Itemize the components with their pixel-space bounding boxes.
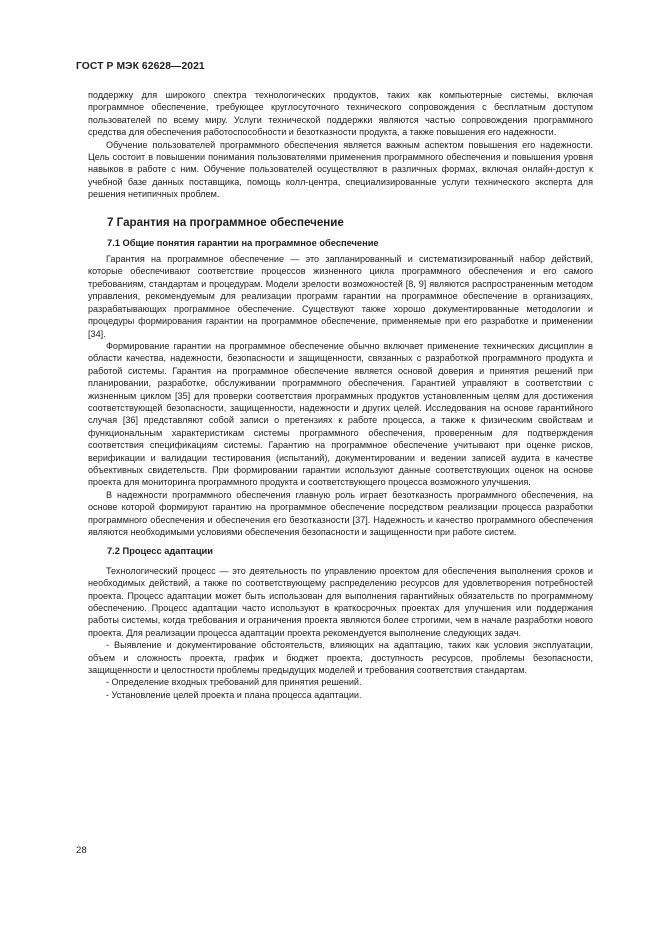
standard-header: ГОСТ Р МЭК 62628—2021 (76, 61, 205, 72)
section-heading: 7 Гарантия на программное обеспечение (107, 215, 344, 229)
subsection-heading: 7.1 Общие понятия гарантии на программное обеспечение (107, 237, 379, 248)
task-list (88, 639, 593, 701)
list-item: - Выявление и документирование обстоятельств, влияющих на адаптацию, таких как условия эксплуатации, объем и сложность проекта, график и бюджет проекта, доступность ресурсов, проблемы безопасности, защищенности и целостности проблемы предыдущих моделей и требования соответствия стандартам. (88, 640, 593, 676)
paragraph: В надежности программного обеспечения главную роль играет безотказность программного обеспечения, на основе которой формируют гарантию на программное обеспечение посредством реализации процесса разработки программного обеспечения и обеспечения его безотказности [37]. Надежность и качество программного обеспечения являются необходимыми условиями обеспечения безопасности и защищенности при работе систем. (88, 489, 593, 537)
subsection-heading: 7.2 Процесс адаптации (107, 546, 213, 557)
paragraph: Гарантия на программное обеспечение — это запланированный и систематизированный набор действий, которые обеспечивают соответствие процессов жизненного цикла программного обеспечения и его самого требованиям, стандартам и процедурам. Модели зрелости возможностей [8, 9] являются распространенным методом управления, рекомендуемым для реализации программ гарантии на программное обеспечение в организациях, разрабатывающих программное обеспечение. Существуют также хорошо документированные методологии и процедуры формирования гарантии на программное обеспечение, применяемые при его разработке и применении [34]. (88, 254, 593, 339)
list-item: - Установление целей проекта и плана процесса адаптации. (106, 689, 362, 700)
paragraph: Формирование гарантии на программное обеспечение обычно включает применение технических дисциплин в области качества, надежности, безопасности и защищенности, связанных с разработкой программного продукта и работой системы. Гарантия на программное обеспечение является основой доверия и принятия решений при планировании, разработке, обслуживании программного обеспечения. Гарантией управляют в соответствии с жизненным циклом [35] для проверки соответствия программных продуктов установленным целям для достижения соответствующей безопасности, защищенности, надежности и других целей. Исследования на основе гарантийного случая [36] представляют собой записи о претензиях к работе процесса, а также к физическим свойствам и функциональным характеристикам системы программного обеспечения, проверенным для подтверждения соответствия спецификациям системы. Гарантию на программное обеспечение учитывают при оценке рисков, верификации и валидации тестирования (испытаний), документировании и ведении записей аудита в качестве объективных свидетельств. При формировании гарантии используют данные соответствующих оценок на основе проекта для мониторинга программного продукта и соответствующего процесса возможного улучшения. (88, 340, 593, 488)
page-number: 28 (76, 845, 87, 856)
paragraph: поддержку для широкого спектра технологических продуктов, таких как компьютерные системы, включая программное обеспечение, требующее круглосуточного технического сопровождения с бесплатным доступом пользователей по всему миру. Услуги технической поддержки являются частью сопровождения программного средства для обеспечения работоспособности и безотказности продукта, а также повышения его надежности. (88, 90, 593, 138)
paragraph: Обучение пользователей программного обеспечения является важным аспектом повышения его надежности. Цель состоит в повышении понимания пользователями применения программного обеспечения и повышения уровня навыков в работе с ним. Обучение пользователей осуществляют в различных формах, включая онлайн-доступ к учебной базе данных поставщика, помощь колл-центра, специализированные услуги технического эксперта для решения нетипичных проблем. (88, 139, 593, 200)
paragraph: Технологический процесс — это деятельность по управлению проектом для обеспечения выполнения сроков и необходимых действий, а также по соответствующему распределению ресурсов для удовлетворения потребностей проекта. Процесс адаптации может быть использован для выполнения гарантийных обязательств по программному обеспечению. Процесс адаптации часто используют в краткосрочных проектах для улучшения или поддержания работы системы, когда требования и ограничения проекта являются более строгими, чем в начале разработки нового проекта. Для реализации процесса адаптации проекта рекомендуется выполнение следующих задач. (88, 565, 593, 638)
page-content (88, 89, 593, 701)
list-item: - Определение входных требований для принятия решений. (106, 677, 362, 688)
